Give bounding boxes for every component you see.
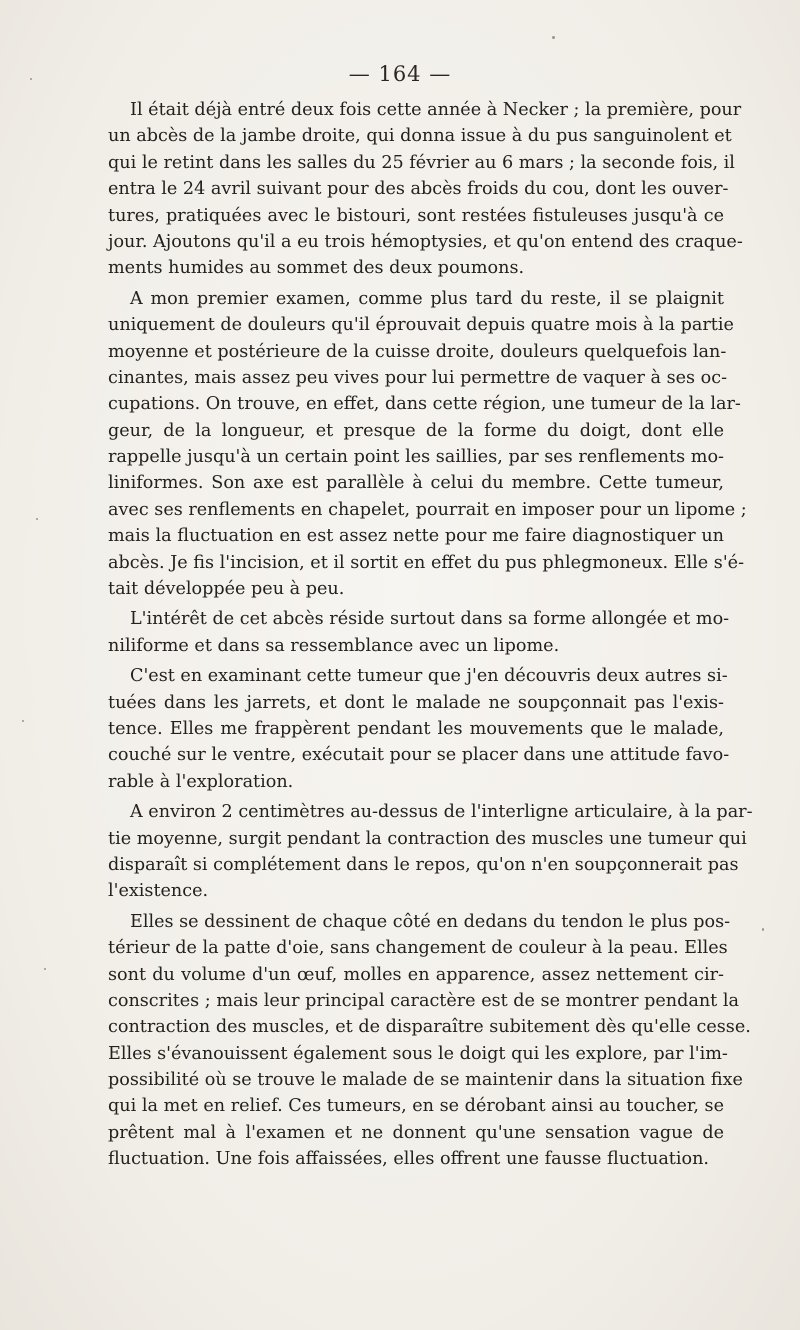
text-line: tence. Elles me frappèrent pendant les mouvements que le malade, [108, 718, 724, 739]
paragraph [108, 799, 753, 905]
text-line: contraction des muscles, et de disparaître subitement dès qu'elle cesse. [108, 1017, 751, 1038]
text-line: Il était déjà entré deux fois cette année à Necker ; la première, pour [130, 100, 742, 120]
scan-speck [762, 928, 764, 931]
text-line: conscrites ; mais leur principal caractère est de se montrer pendant la [108, 990, 739, 1011]
text-line: couché sur le ventre, exécutait pour se placer dans une attitude favo- [108, 745, 730, 766]
text-line: uniquement de douleurs qu'il éprouvait depuis quatre mois à la partie [108, 315, 734, 336]
text-line: A mon premier examen, comme plus tard du reste, il se plaignit [130, 288, 724, 309]
text-line: fluctuation. Une fois affaissées, elles offrent une fausse fluctuation. [108, 1149, 710, 1170]
text-line: abcès. Je fis l'incision, et il sortit en effet du pus phlegmoneux. Elle s'é- [108, 552, 745, 573]
text-line: Elles s'évanouissent également sous le doigt qui les explore, par l'im- [108, 1043, 728, 1064]
text-line: L'intérêt de cet abcès réside surtout dans sa forme allongée et mo- [130, 609, 730, 630]
text-line: l'existence. [108, 881, 209, 902]
text-line: geur, de la longueur, et presque de la forme du doigt, dont elle [108, 420, 724, 441]
text-line: tures, pratiquées avec le bistouri, sont restées fistuleuses jusqu'à ce [108, 205, 724, 226]
text-line: niliforme et dans sa ressemblance avec un lipome. [108, 635, 560, 656]
text-line: disparaît si complétement dans le repos, qu'on n'en soupçonnerait pas [108, 854, 739, 875]
paragraph [108, 97, 743, 282]
text-line: rable à l'exploration. [108, 771, 294, 792]
scan-speck [36, 518, 38, 520]
text-line: cupations. On trouve, en effet, dans cette région, une tumeur de la lar- [108, 394, 741, 415]
text-line: ments humides au sommet des deux poumons. [108, 258, 525, 279]
text-line: A environ 2 centimètres au-dessus de l'interligne articulaire, à la par- [130, 802, 753, 823]
text-line: entra le 24 avril suivant pour des abcès froids du cou, dont les ouver- [108, 179, 729, 200]
scan-speck [22, 720, 24, 722]
page-number: — 164 — [348, 62, 452, 86]
text-line: rappelle jusqu'à un certain point les saillies, par ses renflements mo- [108, 447, 724, 468]
text-line: prêtent mal à l'examen et ne donnent qu'une sensation vague de [108, 1122, 724, 1143]
text-line: qui la met en relief. Ces tumeurs, en se dérobant ainsi au toucher, se [108, 1096, 724, 1117]
text-line: tuées dans les jarrets, et dont le malade ne soupçonnait pas l'exis- [108, 692, 724, 713]
text-line: C'est en examinant cette tumeur que j'en découvris deux autres si- [130, 666, 728, 687]
text-line: un abcès de la jambe droite, qui donna issue à du pus sanguinolent et [108, 126, 732, 147]
text-line: liniformes. Son axe est parallèle à celui du membre. Cette tumeur, [108, 473, 724, 494]
paragraph [108, 286, 747, 603]
text-line: tait développée peu à peu. [108, 579, 345, 600]
text-line: moyenne et postérieure de la cuisse droite, douleurs quelquefois lan- [108, 341, 727, 362]
text-line: tie moyenne, surgit pendant la contraction des muscles une tumeur qui [108, 828, 747, 849]
text-line: qui le retint dans les salles du 25 février au 6 mars ; la seconde fois, il [108, 152, 735, 173]
paragraph [108, 663, 730, 795]
text-line: Elles se dessinent de chaque côté en dedans du tendon le plus pos- [130, 911, 731, 932]
scan-speck [552, 36, 555, 39]
text-line: jour. Ajoutons qu'il a eu trois hémoptysies, et qu'on entend des craque- [108, 231, 743, 252]
scan-speck [30, 78, 32, 80]
text-line: cinantes, mais assez peu vives pour lui permettre de vaquer à ses oc- [108, 367, 728, 388]
paragraph [108, 606, 730, 659]
text-line: térieur de la patte d'oie, sans changement de couleur à la peau. Elles [108, 938, 728, 959]
text-line: avec ses renflements en chapelet, pourrait en imposer pour un lipome ; [108, 499, 747, 520]
scan-speck [44, 968, 46, 970]
text-line: mais la fluctuation en est assez nette pour me faire diagnostiquer un [108, 526, 724, 547]
body-text [108, 97, 753, 1173]
text-line: sont du volume d'un œuf, molles en apparence, assez nettement cir- [108, 964, 724, 985]
paragraph [108, 909, 751, 1173]
text-line: possibilité où se trouve le malade de se maintenir dans la situation fixe [108, 1070, 743, 1091]
